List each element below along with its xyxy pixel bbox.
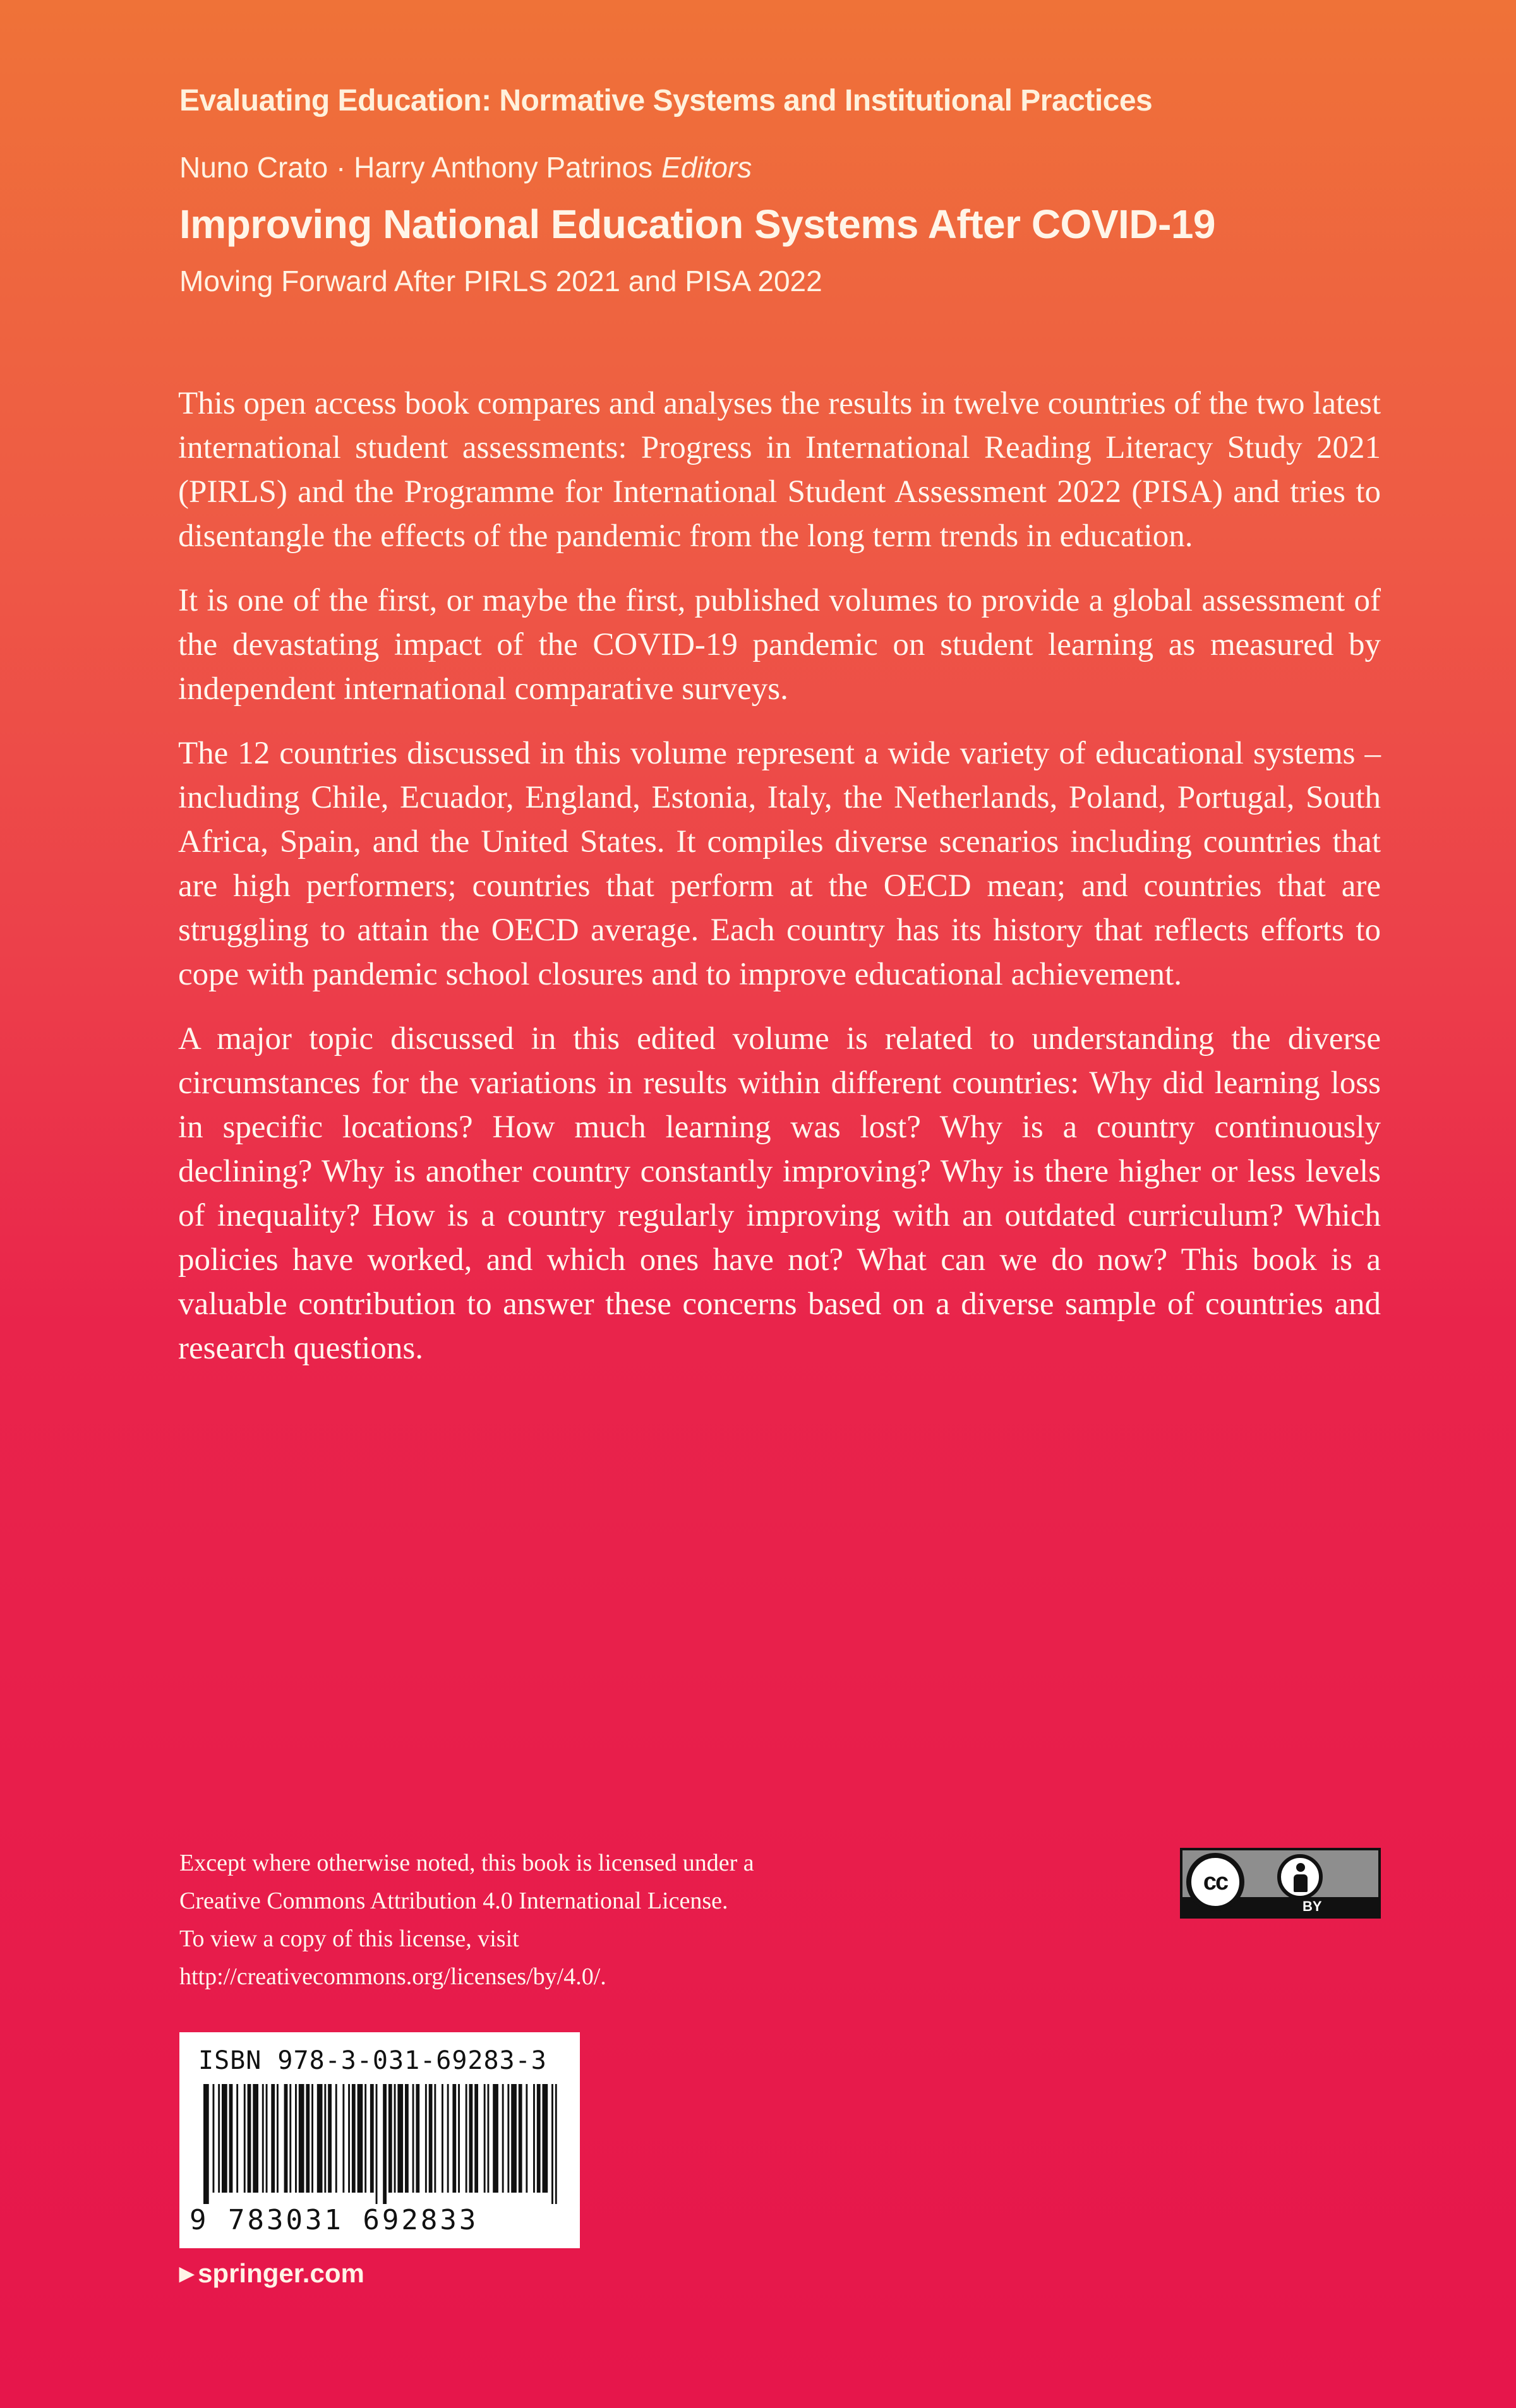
description-paragraph: It is one of the first, or maybe the first, published volumes to provide a global assessment of the devastating impact of the COVID-19 pandemic on student learning as measured by independent international comparative surveys. <box>178 583 1381 707</box>
license-notice <box>179 1844 1001 1996</box>
book-title: Improving National Education Systems After COVID-19 <box>179 201 1215 247</box>
publisher-link[interactable] <box>179 2258 364 2289</box>
book-subtitle: Moving Forward After PIRLS 2021 and PISA 2022 <box>179 265 822 297</box>
isbn-label: ISBN 978-3-031-69283-3 <box>198 2046 547 2075</box>
cc-by-label: BY <box>1302 1898 1322 1914</box>
play-arrow-icon: ▶ <box>179 2263 195 2284</box>
isbn-barcode-box <box>179 2032 580 2248</box>
license-line: Except where otherwise noted, this book is licensed under a <box>179 1850 754 1876</box>
publisher-link-label: springer.com <box>198 2258 364 2288</box>
editors-role: Editors <box>661 151 752 184</box>
description-paragraph: This open access book compares and analyses the results in twelve countries of the two latest international student assessments: Progress in International Reading Literacy Study 2021 (PIRLS) and the Programme for International Student Assessment 2022 (PISA) and tries to disentangle the effects of the pandemic from the long term trends in education. <box>178 386 1381 554</box>
book-description <box>178 381 1381 1391</box>
editor-names: Nuno Crato · Harry Anthony Patrinos <box>179 151 653 184</box>
license-line: To view a copy of this license, visit <box>179 1926 519 1952</box>
barcode <box>203 2084 557 2204</box>
isbn-digits: 9 783031 692833 <box>190 2204 479 2236</box>
editors-line <box>179 150 752 184</box>
description-paragraph: A major topic discussed in this edited volume is related to understanding the diverse circumstances for the variations in results within different countries: Why did learning loss in specific locations? How much learning was lost? Why is a country continuously declining? Why is another country constantly improving? Why is there higher or less levels of inequality? How is a country regularly improving with an outdated curriculum? Which policies have worked, and which ones have not? What can we do now? This book is a valuable contribution to answer these concerns based on a diverse sample of countries and research questions. <box>178 1021 1381 1366</box>
description-paragraph: The 12 countries discussed in this volume represent a wide variety of educational systems – including Chile, Ecuador, England, Estonia, Italy, the Netherlands, Poland, Portugal, South Africa, Spain, and the United States. It compiles diverse scenarios including countries that are high performers; countries that perform at the OECD mean; and countries that are struggling to attain the OECD average. Each country has its history that reflects efforts to cope with pandemic school closures and to improve educational achievement. <box>178 736 1381 992</box>
series-title: Evaluating Education: Normative Systems and Institutional Practices <box>179 84 1153 117</box>
attribution-person-icon <box>1277 1854 1323 1900</box>
cc-icon: cc <box>1186 1853 1244 1911</box>
license-url[interactable]: http://creativecommons.org/licenses/by/4.0/. <box>179 1963 606 1990</box>
license-line: Creative Commons Attribution 4.0 International License. <box>179 1888 728 1914</box>
cc-by-badge[interactable] <box>1180 1848 1381 1919</box>
